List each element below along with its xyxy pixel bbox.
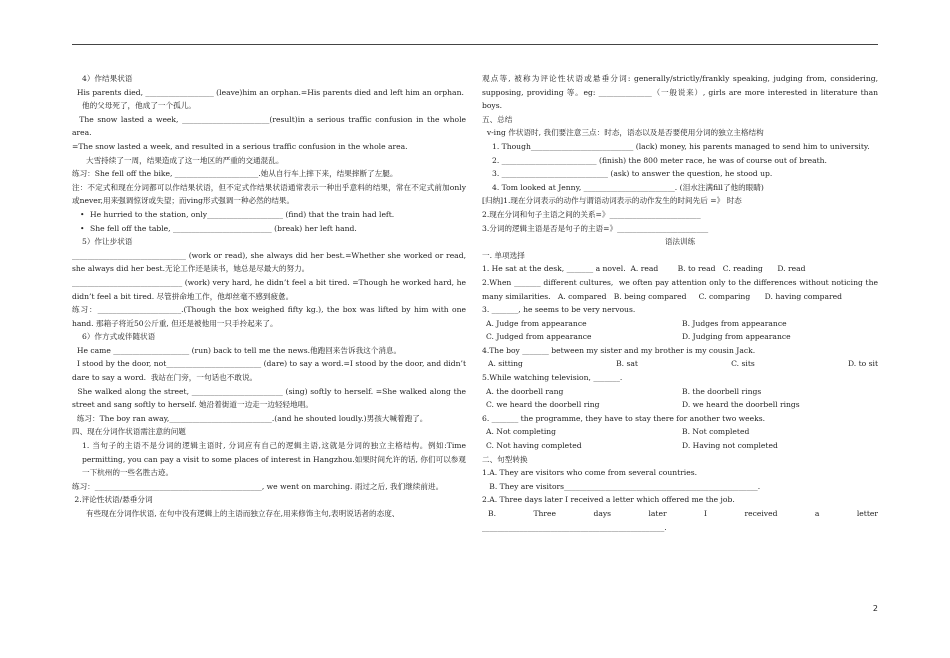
right-line: 1. Though___________________________ (lack) money, his parents managed to send him to university. <box>492 141 870 151</box>
s2-word: a <box>814 509 820 518</box>
s2-item2-b <box>482 507 878 521</box>
left-line: 4）作结果状语 <box>82 74 133 83</box>
s2-item1-b: B. They are visitors___________________________________________________. <box>482 481 761 491</box>
q4-option-d: D. to sit <box>847 359 878 369</box>
left-line: 大雪持续了一周，结果造成了这一地区的严重的交通混乱。 <box>86 155 284 165</box>
q5-options <box>482 385 878 412</box>
left-line: 练习：____________________________________________, we went on marching. 雨过之后, 我们继续前进。 <box>72 481 444 491</box>
s2-word: I <box>704 509 708 518</box>
left-line: • She fell off the table, __________________________ (break) her left hand. <box>72 222 466 236</box>
right-main-text <box>482 72 881 317</box>
right-line: 3.分词的逻辑主语是否是句子的主语=》________________________ <box>482 223 709 233</box>
left-line: The snow lasted a week, _______________________(result)in a serious traffic confusion in the whole area. <box>72 114 469 138</box>
q5-option-a: A. the doorbell rang <box>486 386 564 396</box>
right-line: [归纳]1.现在分词表示的动作与谓语动词表示的动作发生的时间先后 =》 时态 <box>482 196 742 206</box>
left-column <box>72 72 469 521</box>
right-line: 语法训练 <box>664 237 696 247</box>
right-line: 3. _______, he seems to be very nervous. <box>482 305 636 315</box>
left-line: 四、现在分词作状语需注意的问题 <box>72 427 186 437</box>
q6-stem: 6. _______ the programme, they have to stay there for another two weeks. <box>482 413 766 423</box>
header-rule <box>72 44 878 45</box>
s2-word: later <box>648 509 667 518</box>
left-line: ______________________________ (work or read), she always did her best.=Whether she worked or read, she always did her best.无论工作还是读书，她总是尽最大的努力。 <box>72 250 469 274</box>
q6-option-b: B. Not completed <box>682 427 750 437</box>
q3-option-d: D. Judging from appearance <box>682 332 791 342</box>
q6-option-d: D. Having not completed <box>682 441 778 451</box>
left-line: 他的父母死了，他成了一个孤儿。 <box>82 101 196 111</box>
left-line: 2.评论性状语/悬垂分词 <box>72 495 153 505</box>
q5-option-b: B. the doorbell rings <box>682 386 762 396</box>
right-line: 1. He sat at the desk, _______ a novel. A. read B. to read C. reading D. read <box>482 264 806 274</box>
q4-option-b: B. sat <box>616 359 638 369</box>
q6-option-a: A. Not completing <box>486 427 557 437</box>
q6-option-c: C. Not having completed <box>486 441 582 451</box>
left-line: 练习：The boy ran away,___________________________.(and he shouted loudly.)男孩大喊着跑了。 <box>72 413 428 423</box>
s2-word: days <box>593 509 612 518</box>
right-line: 2.现在分词和句子主语之间的关系=》________________________ <box>482 209 701 219</box>
left-line: 5）作让步状语 <box>82 237 133 247</box>
q5-option-c: C. we heard the doorbell ring <box>486 400 600 410</box>
right-line: 2.When _______ different cultures, we often pay attention only to the differences without noticing the many similarities. A. compared B. being compared C. comparing D. having compared <box>482 277 881 301</box>
right-line: 4. Tom looked at Jenny, ________________________. (泪水注满fill了他的眼睛) <box>492 182 764 192</box>
left-line: His parents died, __________________ (leave)him an orphan.=His parents died and left him an orphan. <box>72 87 464 97</box>
left-line: 练习：She fell off the bike, ______________________.她从自行车上摔下来，结果摔断了左腿。 <box>72 169 398 179</box>
q4-options <box>482 357 878 371</box>
s2-word: B. <box>488 509 496 518</box>
q3-options <box>482 317 878 344</box>
left-line: 1. 当句子的主语不是分词的逻辑主语时, 分词应有自己的逻辑主语,这就是分词的独立主格结构。例如:Time permitting, you can pay a visit to some places of interest in Hangzhou.如果时间允许的话, 你们可以参观一下杭州的一些名胜古迹。 <box>82 441 469 478</box>
section2-title: 二、句型转换 <box>482 454 528 464</box>
page-number: 2 <box>872 604 878 613</box>
left-line: He came ____________________ (run) back to tell me the news.他跑回来告诉我这个消息。 <box>72 345 402 355</box>
right-column <box>482 72 881 534</box>
right-line: 3. ____________________________ (ask) to answer the question, he stood up. <box>492 169 773 179</box>
left-line: I stood by the door, not_________________________ (dare) to say a word.=I stood by the door, and didn’t dare to say a word. 我站在门旁，一句话也不敢说。 <box>72 359 469 383</box>
q4-option-a: A. sitting <box>488 359 523 369</box>
left-line: 注：不定式和现在分词都可以作结果状语，但不定式作结果状语通常表示一种出乎意料的结果，常在不定式前加only或never,用来强调惊讶或失望；而ving形式强调一种必然的结果。 <box>72 182 466 206</box>
q4-option-c: C. sits <box>731 359 755 369</box>
left-line: 有些现在分词作状语, 在句中没有逻辑上的主语而独立存在,用来修饰主句,表明说话者的态度、 <box>86 509 400 518</box>
left-line: • He hurried to the station, only____________________ (find) that the train had left. <box>72 208 466 222</box>
left-line: 6）作方式或伴随状语 <box>82 332 156 342</box>
right-line: 观点等, 被称为评论性状语或悬垂分词: generally/strictly/frankly speaking, judging from, considering, supposing, providing 等。eg: ______________（一般说来）, girls are more interested in literature than boys. <box>482 74 881 111</box>
s2-item1-a: 1.A. They are visitors who come from several countries. <box>482 468 698 478</box>
left-line: She walked along the street, ________________________ (sing) softly to herself. =She walked along the street and sang softly to herself. 她沿着街道一边走一边轻轻地唱。 <box>72 386 469 410</box>
right-line: 五、总结 <box>482 114 513 124</box>
q5-option-d: D. we heard the doorbell rings <box>682 400 800 410</box>
s2-item2-c: ________________________________________________. <box>482 522 667 532</box>
q3-option-b: B. Judges from appearance <box>682 318 787 328</box>
s2-item2-a: 2.A. Three days later I received a letter which offered me the job. <box>482 495 735 505</box>
right-line: 一. 单项选择 <box>482 250 525 260</box>
s2-word: letter <box>856 509 878 518</box>
right-line: v-ing 作状语时, 我们要注意三点：时态，语态以及是否要使用分词的独立主格结构 <box>482 128 764 138</box>
q5-stem: 5.While watching television, _______. <box>482 373 623 383</box>
left-line: =The snow lasted a week, and resulted in a serious traffic confusion in the whole area. <box>72 141 408 151</box>
q4-stem: 4.The boy _______ between my sister and my brother is my cousin Jack. <box>482 345 756 355</box>
left-line: 练习：______________________.(Though the box weighed fifty kg.), the box was lifted by him with one hand. 那箱子将近50公斤重, 但还是被他用一只手拎起来了。 <box>72 305 469 328</box>
s2-word: Three <box>533 509 557 518</box>
right-line: 2. _________________________ (finish) the 800 meter race, he was of course out of breath. <box>492 155 827 165</box>
s2-word: received <box>744 509 778 518</box>
q6-options <box>482 425 878 452</box>
left-line: _____________________________ (work) very hard, he didn’t feel a bit tired. =Though he worked hard, he didn’t feel a bit tired. 尽管拼命地工作，他却丝毫不感到疲惫。 <box>72 277 469 301</box>
q3-option-c: C. Judged from appearance <box>486 332 592 342</box>
q3-option-a: A. Judge from appearance <box>486 318 587 328</box>
